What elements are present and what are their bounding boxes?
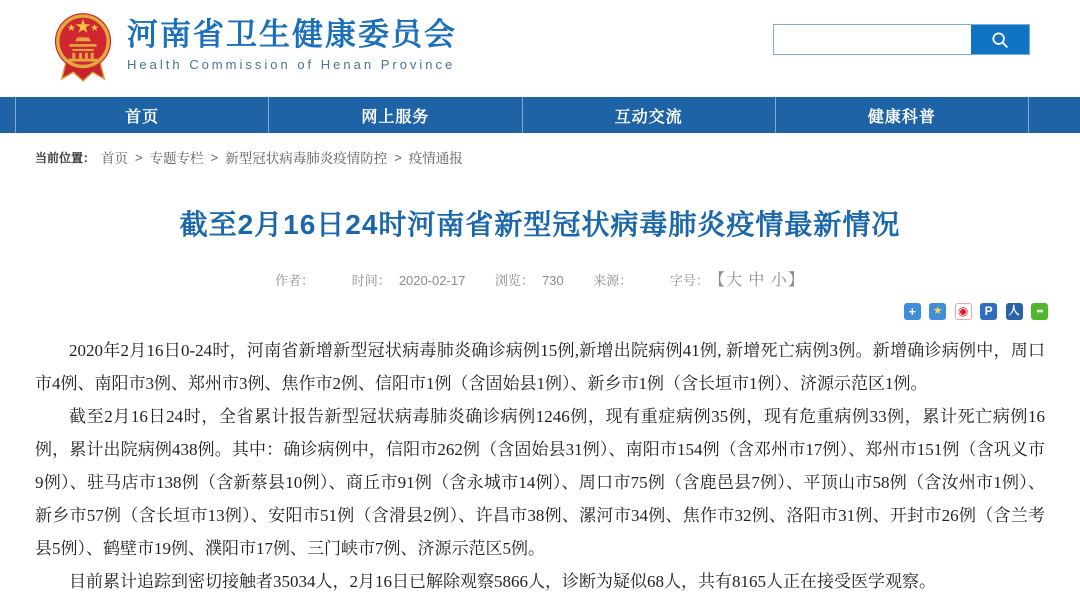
breadcrumb-separator: > bbox=[394, 149, 402, 165]
meta-fontsize-label: 字号： bbox=[669, 273, 709, 288]
meta-views-label: 浏览： bbox=[494, 273, 534, 288]
article-title: 截至2月16日24时河南省新型冠状病毒肺炎疫情最新情况 bbox=[179, 209, 901, 240]
meta-source-label: 来源： bbox=[593, 273, 633, 288]
site-subtitle: Health Commission of Henan Province bbox=[127, 57, 456, 72]
article-paragraph-new-cases: 2020年2月16日0-24时，河南省新增新型冠状病毒肺炎确诊病例15例,新增出院病例41例, 新增死亡病例3例。新增确诊病例中，周口市4例、南阳市3例、郑州市3例、焦作市2例、信阳市1例（含固始县1例）、新乡市1例（含长垣市1例）、济源示范区1例。 bbox=[35, 341, 1045, 393]
search-button[interactable] bbox=[971, 25, 1029, 54]
nav-item-interaction[interactable]: 互动交流 bbox=[522, 97, 775, 133]
wechat-icon[interactable]: ●● bbox=[1031, 303, 1048, 320]
article-paragraph-cumulative: 截至2月16日24时，全省累计报告新型冠状病毒肺炎确诊病例1246例，现有重症病例35例，现有危重病例33例，累计死亡病例16例，累计出院病例438例。其中：确诊病例中，信阳市262例（含固始县31例）、南阳市154例（含邓州市17例）、郑州市151例（含巩义市9例）、驻马店市138例（含新蔡县10例）、商丘市91例（含永城市14例）、周口市75例（含鹿邑县7例）、平顶山市58例（含汝州市1例）、新乡市57例（含长垣市13例）、安阳市51例（含滑县2例）、许昌市38例、漯河市34例、焦作市32例、洛阳市31例、开封市26例（含兰考县5例）、鹤壁市19例、濮阳市17例、三门峡市7例、济源示范区5例。 bbox=[35, 407, 1045, 558]
search-input[interactable] bbox=[774, 25, 971, 54]
nav-right-edge bbox=[1029, 97, 1080, 133]
meta-time-value: 2020-02-17 bbox=[398, 273, 466, 288]
article bbox=[0, 203, 1080, 598]
weibo-icon[interactable]: ◉ bbox=[955, 303, 972, 320]
national-emblem-logo bbox=[52, 11, 114, 85]
meta-time-label: 时间： bbox=[351, 273, 391, 288]
qzone-icon[interactable]: ★ bbox=[929, 303, 946, 320]
site-title: 河南省卫生健康委员会 bbox=[127, 17, 457, 52]
meta-author-label: 作者： bbox=[275, 273, 315, 288]
breadcrumb-item-special-topics[interactable]: 专题专栏 bbox=[149, 151, 204, 166]
search-icon bbox=[990, 30, 1010, 50]
breadcrumb-item-epidemic-control[interactable]: 新型冠状病毒肺炎疫情防控 bbox=[225, 151, 388, 166]
breadcrumb-item-epidemic-report[interactable]: 疫情通报 bbox=[408, 151, 463, 166]
renren-icon[interactable]: 人 bbox=[1006, 303, 1023, 320]
fontsize-switcher[interactable]: 【大 中 小】 bbox=[716, 272, 805, 289]
tieba-icon[interactable]: P bbox=[980, 303, 997, 320]
site-header bbox=[0, 0, 1080, 97]
search-box bbox=[773, 24, 1030, 55]
nav-item-online-services[interactable]: 网上服务 bbox=[268, 97, 521, 133]
breadcrumb-separator: > bbox=[135, 149, 143, 165]
nav-item-home[interactable]: 首页 bbox=[15, 97, 268, 133]
nav-left-edge bbox=[0, 97, 15, 133]
meta-views-value: 730 bbox=[541, 273, 564, 288]
main-nav bbox=[0, 97, 1080, 133]
article-meta bbox=[0, 267, 1080, 290]
share-toolbar bbox=[0, 303, 1048, 320]
article-paragraph-observation: 目前累计追踪到密切接触者35034人，2月16日已解除观察5866人，诊断为疑似68人，共有8165人正在接受医学观察。 bbox=[69, 572, 936, 591]
breadcrumb-item-home[interactable]: 首页 bbox=[101, 151, 129, 166]
article-body bbox=[35, 334, 1045, 598]
breadcrumb bbox=[0, 133, 1080, 177]
share-more-icon[interactable]: + bbox=[904, 303, 921, 320]
breadcrumb-label: 当前位置： bbox=[35, 150, 96, 165]
breadcrumb-separator: > bbox=[210, 149, 219, 165]
nav-item-health-science[interactable]: 健康科普 bbox=[775, 97, 1028, 133]
